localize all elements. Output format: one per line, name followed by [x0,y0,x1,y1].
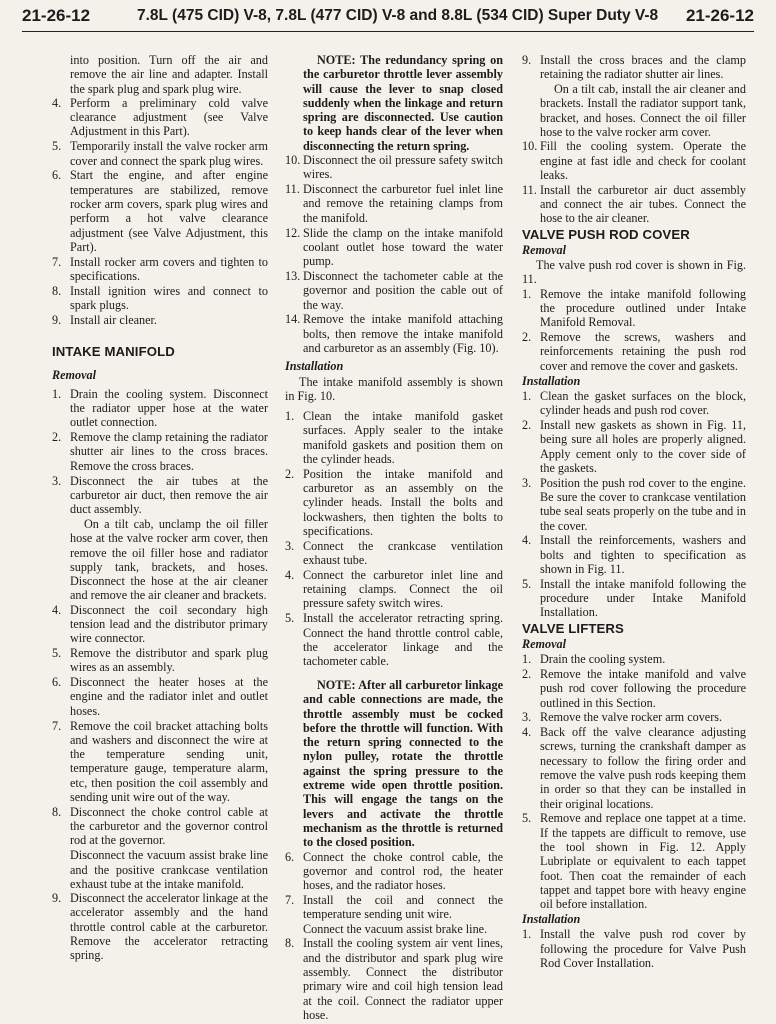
step-number: 1. [522,286,532,301]
subheading-removal: Removal [52,368,97,383]
list-item [522,811,746,911]
step-list [522,389,746,620]
list-item [522,183,746,226]
step-number: 2. [522,330,532,345]
step-text: Install rocker arm covers and tighten to specifications. [70,254,268,283]
step-number: 11. [285,182,300,197]
step-number: 2. [522,417,532,432]
step-text: Install the cross braces and the clamp retaining the radiator shutter air lines. [540,53,746,82]
step-number: 6. [285,849,295,864]
paragraph: into position. Turn off the air and remove the air line and adapter. Install the spark plug and spark plug wire. [70,53,268,96]
step-number: 12. [285,225,301,240]
paragraph: On a tilt cab, unclamp the oil filler hose at the valve rocker arm cover, then remove the oil filler hose and radiator supply tank, brackets, and hoses. Disconnect the hose at the air cleaner and remove the air cleaner and brackets. [70,516,268,603]
step-number: 8. [52,804,62,819]
step-number: 4. [522,725,532,740]
step-text: Remove the coil bracket attaching bolts and washers and disconnect the wire at the temperature sending unit, temperature gauge, temperature alarm, etc, then position the coil assembly and sending unit wire out of the way. [70,718,268,805]
column-middle [285,53,503,1023]
step-text: Install ignition wires and connect to spark plugs. [70,283,268,313]
step-number: 9. [522,53,532,67]
step-number: 4. [285,567,295,582]
step-number: 8. [52,283,62,298]
step-list [285,936,503,1022]
list-item [52,891,268,962]
page-number-right: 21-26-12 [685,6,754,25]
step-text: Clean the intake manifold gasket surfaces. Apply sealer to the intake manifold gaskets and position them on the cylinder heads. [303,409,503,467]
step-text: Drain the cooling system. [540,652,666,667]
subheading-removal: Removal [522,636,567,651]
step-text: Install new gaskets as shown in Fig. 11, being sure all holes are properly aligned. Apply cement only to the cover side of the gaskets. [540,417,746,475]
step-text: Install air cleaner. [70,312,157,327]
list-item [285,409,503,466]
list-item [52,430,268,473]
list-item [522,389,746,418]
section-heading-intake-manifold: INTAKE MANIFOLD [52,344,175,360]
step-text: Remove the intake manifold and valve push rod cover following the procedure outlined in this Section. [540,666,746,710]
list-item [522,476,746,533]
list-item [285,153,503,182]
step-text: Back off the valve clearance adjusting screws, turning the crankshaft damper as necessary to follow the firing order and remove the valve push rods keeping them in order so that they can be installed in their original locations. [540,725,746,811]
step-text: Disconnect the carburetor fuel inlet line and remove the retaining clamps from the manifold. [303,182,503,225]
step-number: 5. [52,646,62,661]
step-list [522,287,746,373]
step-list [52,603,268,848]
step-number: 5. [522,576,532,591]
step-number: 7. [52,718,62,733]
step-number: 3. [522,475,532,490]
column-left [52,53,268,963]
step-text: Perform a preliminary cold valve clearance adjustment (see Valve Adjustment in this Part). [70,95,268,139]
step-number: 4. [52,602,62,617]
step-number: 7. [52,254,62,269]
step-number: 6. [52,168,62,183]
subheading-installation: Installation [522,912,581,927]
step-number: 5. [522,811,532,826]
step-number: 9. [52,891,62,906]
step-text: Remove the intake manifold following the procedure outlined under Intake Manifold Removal. [540,286,746,330]
step-number: 3. [285,538,295,553]
step-number: 4. [522,533,532,548]
step-list [522,53,746,82]
list-item [52,168,268,254]
list-item [285,269,503,312]
step-number: 1. [285,409,295,424]
step-number: 6. [52,675,62,690]
list-item [522,418,746,475]
list-item [52,646,268,675]
list-item [285,611,503,668]
step-text: Disconnect the heater hoses at the engine and the radiator inlet and outlet hoses. [70,675,268,718]
step-list [522,139,746,225]
list-item [522,287,746,330]
subheading-installation: Installation [522,373,581,388]
step-number: 13. [285,268,301,283]
step-list [522,927,746,970]
step-text: Temporarily install the valve rocker arm cover and connect the spark plug wires. [70,139,268,168]
list-item [522,710,746,724]
step-text: Disconnect the oil pressure safety switch wires. [303,153,503,182]
page-number-left: 21-26-12 [22,6,91,25]
step-text: Connect the carburetor inlet line and retaining clamps. Connect the oil pressure safety switch wires. [303,567,503,611]
subheading-installation: Installation [285,359,344,374]
step-number: 8. [285,936,295,951]
paragraph: The intake manifold assembly is shown in Fig. 10. [285,374,503,403]
step-text: Remove the distributor and spark plug wires as an assembly. [70,646,268,675]
step-text: Connect the choke control cable, the governor and control rod, the heater hoses, and the radiator hoses. [303,849,503,893]
step-text: Disconnect the choke control cable at the carburetor and the governor control rod at the governor. [70,804,268,848]
step-text: Remove the valve rocker arm covers. [540,710,723,725]
list-item [52,719,268,805]
list-item [285,467,503,538]
subheading-removal: Removal [522,242,567,257]
list-item [285,568,503,611]
step-text: Remove the intake manifold attaching bolts, then remove the intake manifold and carburetor as an assembly (Fig. 10). [303,312,503,355]
step-text: Disconnect the coil secondary high tension lead and the distributor primary wire connector. [70,602,268,646]
step-number: 11. [522,182,537,197]
step-text: Disconnect the tachometer cable at the governor and position the cable out of the way. [303,268,503,312]
step-text: Position the intake manifold and carburetor as an assembly on the cylinder heads. Install the bolts and lockwashers, then tighten the bolts to specifications. [303,466,503,538]
column-right [522,53,746,971]
paragraph: Connect the vacuum assist brake line. [303,922,488,937]
list-item [522,725,746,811]
list-item [52,387,268,430]
list-item [52,313,268,327]
step-list [522,652,746,911]
step-text: Disconnect the accelerator linkage at the accelerator assembly and the hand throttle control cable at the carburetor. Remove the accelerator retracting spring. [70,891,268,963]
step-list [52,96,268,327]
step-number: 3. [522,710,532,725]
step-text: Install the accelerator retracting spring. Connect the hand throttle control cable, the accelerator linkage and the tachometer cable. [303,611,503,669]
list-item [522,577,746,620]
list-item [522,667,746,710]
step-number: 7. [285,892,295,907]
list-item [522,53,746,82]
list-item [522,533,746,576]
paragraph: On a tilt cab, install the air cleaner and brackets. Install the radiator support tank, bracket, and hoses. Connect the oil filler hose to the valve rocker arm cover. [540,82,746,139]
header-divider [22,31,754,32]
list-item [285,182,503,225]
step-number: 10. [522,139,538,154]
list-item [52,255,268,284]
step-list [285,153,503,355]
page-title: 7.8L (475 CID) V-8, 7.8L (477 CID) V-8 and 8.8L (534 CID) Super Duty V-8 [137,7,659,24]
step-text: Install the valve push rod cover by following the procedure for Valve Push Rod Cover Installation. [540,927,746,970]
step-list [52,387,268,517]
step-number: 5. [285,611,295,626]
step-text: Position the push rod cover to the engine. Be sure the cover to crankcase ventilation tube seal seats properly on the tube and in the cover. [540,475,746,533]
step-text: Remove the screws, washers and reinforcements retaining the push rod cover and remove the cover and gaskets. [540,330,746,373]
caution-note: NOTE: After all carburetor linkage and cable connections are made, the throttle assembly must be cocked before the throttle will function. With the return spring connected to the nylon pulley, rotate the throttle against the spring pressure to the extreme wide open throttle position. This will engage the tangs on the levers and activate the throttle mechanism as the throttle is returned to the closed position. [303,677,503,850]
section-heading-valve-push-rod-cover: VALVE PUSH ROD COVER [522,226,690,242]
paragraph: The valve push rod cover is shown in Fig. 11. [522,258,746,287]
list-item [52,675,268,718]
step-text: Install the intake manifold following the procedure under Intake Manifold Installation. [540,576,746,620]
list-item [522,139,746,182]
step-text: Disconnect the air tubes at the carburetor air duct, then remove the air duct assembly. [70,473,268,517]
list-item [52,603,268,646]
step-text: Install the coil and connect the temperature sending unit wire. [303,892,503,922]
step-text: Install the cooling system air vent lines, and the distributor and spark plug wire assembly. Connect the distributor primary wire and coil high tension lead at the coil. Connect the radiator upper hose. [303,936,503,1022]
list-item [522,927,746,970]
list-item [285,539,503,568]
step-list [285,409,503,668]
step-number: 10. [285,153,301,168]
step-text: Drain the cooling system. Disconnect the radiator upper hose at the water outlet connection. [70,386,268,430]
list-item [52,96,268,139]
step-number: 9. [52,312,62,327]
step-number: 1. [522,652,532,667]
step-number: 2. [285,466,295,481]
list-item [52,805,268,848]
step-text: Remove and replace one tappet at a time. If the tappets are difficult to remove, use the tool shown in Fig. 12. Apply Lubriplate or equivalent to each tappet foot. Then coat the remainder of each tappet and tappet bore with heavy engine oil before installation. [540,811,746,912]
paragraph: Disconnect the vacuum assist brake line and the positive crankcase ventilation exhaust tube at the intake manifold. [70,848,268,891]
step-number: 2. [52,430,62,445]
list-item [285,936,503,1022]
list-item [52,474,268,517]
step-text: Fill the cooling system. Operate the engine at fast idle and check for coolant leaks. [540,139,746,182]
step-number: 1. [522,388,532,403]
list-item [522,652,746,666]
step-number: 1. [522,927,532,942]
list-item [285,893,503,922]
section-heading-valve-lifters: VALVE LIFTERS [522,620,624,636]
list-item [285,312,503,355]
step-number: 3. [52,473,62,488]
list-item [52,139,268,168]
step-list [285,850,503,922]
step-list [52,891,268,962]
caution-note: NOTE: The redundancy spring on the carburetor throttle lever assembly will cause the lever to snap closed suddenly when the linkage and return spring are disconnected. Use caution to keep hands clear of the lever when disconnecting the return spring. [303,53,503,153]
step-number: 14. [285,312,301,327]
step-text: Slide the clamp on the intake manifold coolant outlet hose toward the water pump. [303,225,503,269]
list-item [285,226,503,269]
step-text: Connect the crankcase ventilation exhaust tube. [303,538,503,568]
step-number: 5. [52,139,62,154]
step-number: 4. [52,95,62,110]
step-text: Start the engine, and after engine temperatures are stabilized, remove rocker arm covers, spark plug wires and perform a hot valve clearance adjustment (see Valve Adjustment, this Part). [70,168,268,254]
step-text: Install the reinforcements, washers and bolts and tighten to specification as shown in Fig. 11. [540,533,746,576]
step-text: Remove the clamp retaining the radiator shutter air lines to the cross braces. Remove the cross braces. [70,430,268,473]
page-header [22,6,754,28]
list-item [52,284,268,313]
list-item [285,850,503,893]
step-number: 1. [52,386,62,401]
step-text: Install the carburetor air duct assembly and connect the air tubes. Connect the hose to the air cleaner. [540,182,746,226]
step-number: 2. [522,666,532,681]
step-text: Clean the gasket surfaces on the block, cylinder heads and push rod cover. [540,388,746,418]
list-item [522,330,746,373]
